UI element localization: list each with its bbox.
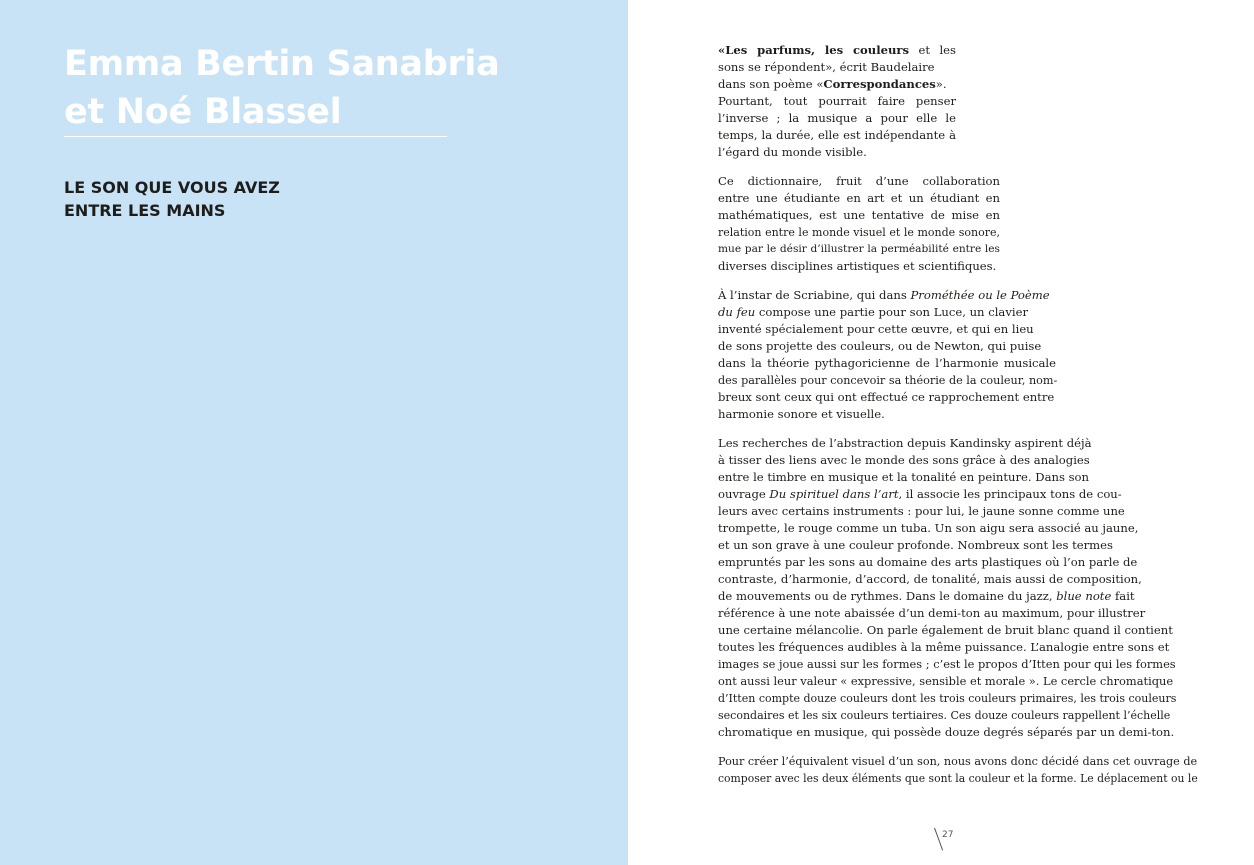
author-line: Emma Bertin Sanabria [64, 44, 500, 84]
text-line: l’inverse ; la musique a pour elle le [718, 111, 956, 125]
text-line [718, 588, 1176, 605]
italic-title: du feu [718, 305, 756, 319]
author-names [64, 40, 500, 136]
text-line [718, 76, 956, 93]
text-line: référence à une note abaissée d’un demi-ton au maximum, pour illustrer [718, 606, 1146, 620]
text-line: toutes les fréquences audibles à la même puissance. L’analogie entre sons et [718, 640, 1170, 654]
text-run: fait [1111, 589, 1135, 603]
text-line: dans la théorie pythagoricienne de l’harmonie musicale [718, 356, 1056, 370]
bold-phrase: «Les parfums, les couleurs [718, 43, 910, 57]
text-line: breux sont ceux qui ont effectué ce rapprochement entre [718, 390, 1055, 404]
text-line: à tisser des liens avec le monde des sons grâce à des analogies [718, 453, 1090, 467]
text-line: inventé spécialement pour cette œuvre, et qui en lieu [718, 322, 1034, 336]
chapter-title-line: LE SON QUE VOUS AVEZ [64, 178, 280, 197]
text-line: trompette, le rouge comme un tuba. Un son aigu sera associé au jaune, [718, 521, 1139, 535]
text-line: images se joue aussi sur les formes ; c’est le propos d’Itten pour qui les formes [718, 657, 1176, 671]
text-run: de mouvements ou de rythmes. Dans le domaine du jazz, [718, 589, 1057, 603]
text-run: , il associe les principaux tons de cou- [898, 487, 1122, 501]
text-line: leurs avec certains instruments : pour lui, le jaune sonne comme une [718, 504, 1125, 518]
paragraph-1 [718, 42, 956, 161]
italic-title: Prométhée ou le Poème [910, 288, 1050, 302]
italic-term: blue note [1056, 589, 1112, 603]
title-divider [64, 136, 447, 137]
paragraph-2 [718, 173, 1000, 275]
text-line [718, 304, 1056, 321]
text-line: relation entre le monde visuel et le monde sonore, [718, 226, 1000, 239]
bold-phrase: Correspondances [823, 77, 936, 91]
text-line: l’égard du monde visible. [718, 145, 867, 159]
text-line: entre une étudiante en art et un étudiant en [718, 191, 1000, 205]
text-line: mue par le désir d’illustrer la perméabilité entre les [718, 243, 1000, 255]
chapter-title [64, 176, 280, 222]
text-run: À l’instar de Scriabine, qui dans [718, 288, 911, 302]
text-line: sons se répondent», écrit Baudelaire [718, 60, 935, 74]
text-run: ouvrage [718, 487, 770, 501]
text-line: Pourtant, tout pourrait faire penser [718, 94, 956, 108]
text-line: ont aussi leur valeur « expressive, sensible et morale ». Le cercle chromatique [718, 674, 1174, 688]
text-line: empruntés par les sons au domaine des arts plastiques où l’on parle de [718, 555, 1138, 569]
text-run: dans son poème « [718, 77, 824, 91]
text-line [718, 486, 1176, 503]
text-run: compose une partie pour son Luce, un clavier [755, 305, 1028, 319]
text-line: temps, la durée, elle est indépendante à [718, 128, 956, 142]
text-line [718, 287, 1056, 304]
paragraph-4 [718, 435, 1176, 741]
paragraph-5 [718, 753, 1202, 787]
text-line: harmonie sonore et visuelle. [718, 407, 885, 421]
text-line: Ce dictionnaire, fruit d’une collaboration [718, 174, 1000, 188]
text-line: diverses disciplines artistiques et scientifiques. [718, 259, 997, 273]
text-line: des parallèles pour concevoir sa théorie de la couleur, nom- [718, 374, 1058, 387]
text-line: contraste, d’harmonie, d’accord, de tonalité, mais aussi de composition, [718, 572, 1142, 586]
text-line: secondaires et les six couleurs tertiaires. Ces douze couleurs rappellent l’échelle [718, 709, 1171, 722]
text-run: ». [935, 77, 947, 91]
text-line: entre le timbre en musique et la tonalité en peinture. Dans son [718, 470, 1089, 484]
text-line: et un son grave à une couleur profonde. Nombreux sont les termes [718, 538, 1113, 552]
italic-title: Du spirituel dans l’art [769, 487, 899, 501]
text-line: de sons projette des couleurs, ou de Newton, qui puise [718, 339, 1042, 353]
author-line: et Noé Blassel [64, 92, 342, 132]
chapter-title-line: ENTRE LES MAINS [64, 201, 226, 220]
page-number: 27 [942, 830, 954, 840]
text-line [718, 42, 956, 59]
text-line: composer avec les deux éléments que sont la couleur et la forme. Le déplacement ou le [718, 772, 1198, 785]
paragraph-3 [718, 287, 1056, 423]
text-line: Pour créer l’équivalent visuel d’un son, nous avons donc décidé dans cet ouvrage de [718, 755, 1198, 768]
text-line: chromatique en musique, qui possède douze degrés séparés par un demi-ton. [718, 725, 1175, 739]
body-text [718, 42, 1202, 799]
text-line: d’Itten compte douze couleurs dont les trois couleurs primaires, les trois couleurs [718, 692, 1177, 705]
text-line: une certaine mélancolie. On parle également de bruit blanc quand il contient [718, 623, 1173, 637]
text-run: et les [909, 43, 956, 57]
text-line: mathématiques, est une tentative de mise en [718, 208, 1000, 222]
text-line: Les recherches de l’abstraction depuis Kandinsky aspirent déjà [718, 436, 1092, 450]
